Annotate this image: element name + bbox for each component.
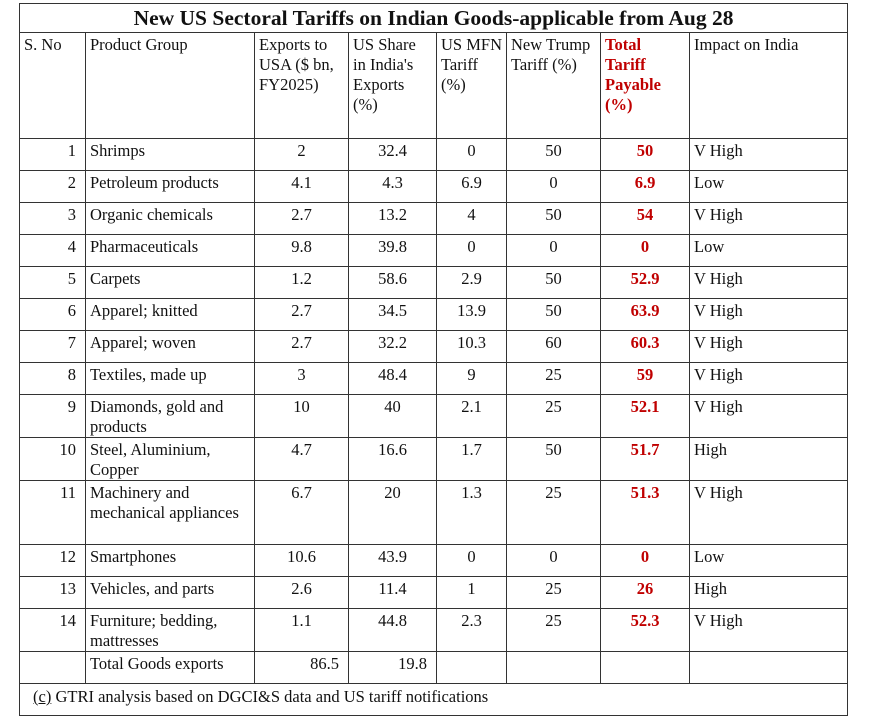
cell-product: Machinery and mechanical appliances — [86, 481, 255, 545]
cell-total: 51.7 — [601, 438, 690, 481]
cell-empty — [690, 652, 848, 684]
cell-mfn: 10.3 — [437, 331, 507, 363]
cell-impact: V High — [690, 203, 848, 235]
cell-share: 44.8 — [349, 609, 437, 652]
cell-exports: 10 — [255, 395, 349, 438]
cell-sno: 6 — [20, 299, 86, 331]
cell-total: 6.9 — [601, 171, 690, 203]
cell-trump: 25 — [507, 363, 601, 395]
cell-mfn: 2.9 — [437, 267, 507, 299]
cell-share: 58.6 — [349, 267, 437, 299]
cell-trump: 25 — [507, 609, 601, 652]
cell-empty — [601, 652, 690, 684]
cell-product: Shrimps — [86, 139, 255, 171]
cell-exports: 1.1 — [255, 609, 349, 652]
cell-impact: V High — [690, 395, 848, 438]
cell-exports: 2.7 — [255, 299, 349, 331]
cell-trump: 50 — [507, 203, 601, 235]
cell-total: 0 — [601, 235, 690, 267]
cell-trump: 50 — [507, 267, 601, 299]
cell-product: Smartphones — [86, 545, 255, 577]
cell-impact: V High — [690, 609, 848, 652]
header-mfn: US MFN Tariff (%) — [437, 33, 507, 139]
cell-total: 52.3 — [601, 609, 690, 652]
cell-trump: 50 — [507, 299, 601, 331]
cell-product: Apparel; woven — [86, 331, 255, 363]
total-label: Total Goods exports — [86, 652, 255, 684]
tariff-table — [19, 3, 848, 716]
table-row — [20, 609, 848, 652]
cell-impact: V High — [690, 267, 848, 299]
cell-sno: 13 — [20, 577, 86, 609]
cell-share: 16.6 — [349, 438, 437, 481]
cell-empty — [437, 652, 507, 684]
cell-sno: 4 — [20, 235, 86, 267]
cell-share: 48.4 — [349, 363, 437, 395]
cell-mfn: 13.9 — [437, 299, 507, 331]
cell-total: 54 — [601, 203, 690, 235]
cell-sno-empty — [20, 652, 86, 684]
cell-sno: 3 — [20, 203, 86, 235]
cell-share: 32.2 — [349, 331, 437, 363]
table-row — [20, 171, 848, 203]
cell-exports: 4.7 — [255, 438, 349, 481]
table-row — [20, 438, 848, 481]
cell-impact: V High — [690, 139, 848, 171]
cell-exports: 2.6 — [255, 577, 349, 609]
cell-mfn: 6.9 — [437, 171, 507, 203]
cell-trump: 0 — [507, 171, 601, 203]
cell-mfn: 4 — [437, 203, 507, 235]
cell-sno: 10 — [20, 438, 86, 481]
cell-share: 13.2 — [349, 203, 437, 235]
table-row — [20, 545, 848, 577]
cell-share: 34.5 — [349, 299, 437, 331]
copyright-mark: (c) — [33, 687, 52, 706]
cell-sno: 5 — [20, 267, 86, 299]
cell-product: Steel, Aluminium, Copper — [86, 438, 255, 481]
cell-mfn: 1 — [437, 577, 507, 609]
table-row — [20, 267, 848, 299]
cell-trump: 25 — [507, 481, 601, 545]
source-note-text: GTRI analysis based on DGCI&S data and US tariff notifications — [51, 687, 489, 706]
cell-sno: 1 — [20, 139, 86, 171]
cell-trump: 60 — [507, 331, 601, 363]
cell-impact: High — [690, 438, 848, 481]
cell-trump: 50 — [507, 438, 601, 481]
cell-exports: 10.6 — [255, 545, 349, 577]
cell-share: 43.9 — [349, 545, 437, 577]
table-row — [20, 299, 848, 331]
cell-impact: V High — [690, 331, 848, 363]
table-title: New US Sectoral Tariffs on Indian Goods-applicable from Aug 28 — [20, 4, 848, 33]
cell-total: 60.3 — [601, 331, 690, 363]
cell-sno: 14 — [20, 609, 86, 652]
cell-exports: 2.7 — [255, 203, 349, 235]
table-row — [20, 363, 848, 395]
cell-trump: 0 — [507, 545, 601, 577]
cell-mfn: 0 — [437, 235, 507, 267]
cell-share: 39.8 — [349, 235, 437, 267]
cell-trump: 25 — [507, 577, 601, 609]
cell-product: Diamonds, gold and products — [86, 395, 255, 438]
cell-total: 26 — [601, 577, 690, 609]
header-product: Product Group — [86, 33, 255, 139]
cell-sno: 12 — [20, 545, 86, 577]
table-row — [20, 203, 848, 235]
tariff-table-container — [19, 3, 847, 716]
table-row — [20, 331, 848, 363]
cell-share: 32.4 — [349, 139, 437, 171]
header-impact: Impact on India — [690, 33, 848, 139]
cell-share: 40 — [349, 395, 437, 438]
cell-exports: 2.7 — [255, 331, 349, 363]
cell-exports: 4.1 — [255, 171, 349, 203]
cell-exports: 2 — [255, 139, 349, 171]
cell-mfn: 1.3 — [437, 481, 507, 545]
header-trump: New Trump Tariff (%) — [507, 33, 601, 139]
table-row — [20, 395, 848, 438]
total-share: 19.8 — [349, 652, 437, 684]
cell-exports: 6.7 — [255, 481, 349, 545]
cell-impact: Low — [690, 235, 848, 267]
table-row — [20, 235, 848, 267]
cell-impact: Low — [690, 545, 848, 577]
cell-impact: V High — [690, 299, 848, 331]
total-exports: 86.5 — [255, 652, 349, 684]
table-row — [20, 481, 848, 545]
cell-total: 52.1 — [601, 395, 690, 438]
cell-product: Organic chemicals — [86, 203, 255, 235]
cell-total: 0 — [601, 545, 690, 577]
cell-mfn: 1.7 — [437, 438, 507, 481]
cell-mfn: 0 — [437, 545, 507, 577]
cell-empty — [507, 652, 601, 684]
cell-total: 50 — [601, 139, 690, 171]
cell-share: 11.4 — [349, 577, 437, 609]
table-row — [20, 139, 848, 171]
cell-share: 20 — [349, 481, 437, 545]
header-total: Total Tariff Payable (%) — [601, 33, 690, 139]
cell-trump: 0 — [507, 235, 601, 267]
cell-total: 59 — [601, 363, 690, 395]
cell-product: Pharmaceuticals — [86, 235, 255, 267]
cell-product: Petroleum products — [86, 171, 255, 203]
cell-impact: V High — [690, 363, 848, 395]
cell-mfn: 0 — [437, 139, 507, 171]
cell-share: 4.3 — [349, 171, 437, 203]
cell-mfn: 2.3 — [437, 609, 507, 652]
cell-product: Furniture; bedding, mattresses — [86, 609, 255, 652]
cell-exports: 1.2 — [255, 267, 349, 299]
cell-impact: High — [690, 577, 848, 609]
cell-total: 51.3 — [601, 481, 690, 545]
cell-sno: 7 — [20, 331, 86, 363]
total-row — [20, 652, 848, 684]
header-share: US Share in India's Exports (%) — [349, 33, 437, 139]
cell-exports: 9.8 — [255, 235, 349, 267]
cell-mfn: 9 — [437, 363, 507, 395]
cell-sno: 9 — [20, 395, 86, 438]
cell-total: 52.9 — [601, 267, 690, 299]
cell-exports: 3 — [255, 363, 349, 395]
cell-impact: Low — [690, 171, 848, 203]
cell-impact: V High — [690, 481, 848, 545]
cell-trump: 50 — [507, 139, 601, 171]
header-sno: S. No — [20, 33, 86, 139]
cell-mfn: 2.1 — [437, 395, 507, 438]
cell-sno: 11 — [20, 481, 86, 545]
cell-sno: 2 — [20, 171, 86, 203]
cell-product: Carpets — [86, 267, 255, 299]
cell-sno: 8 — [20, 363, 86, 395]
cell-product: Apparel; knitted — [86, 299, 255, 331]
cell-product: Textiles, made up — [86, 363, 255, 395]
header-row — [20, 33, 848, 139]
header-exports: Exports to USA ($ bn, FY2025) — [255, 33, 349, 139]
cell-product: Vehicles, and parts — [86, 577, 255, 609]
cell-trump: 25 — [507, 395, 601, 438]
cell-total: 63.9 — [601, 299, 690, 331]
table-row — [20, 577, 848, 609]
